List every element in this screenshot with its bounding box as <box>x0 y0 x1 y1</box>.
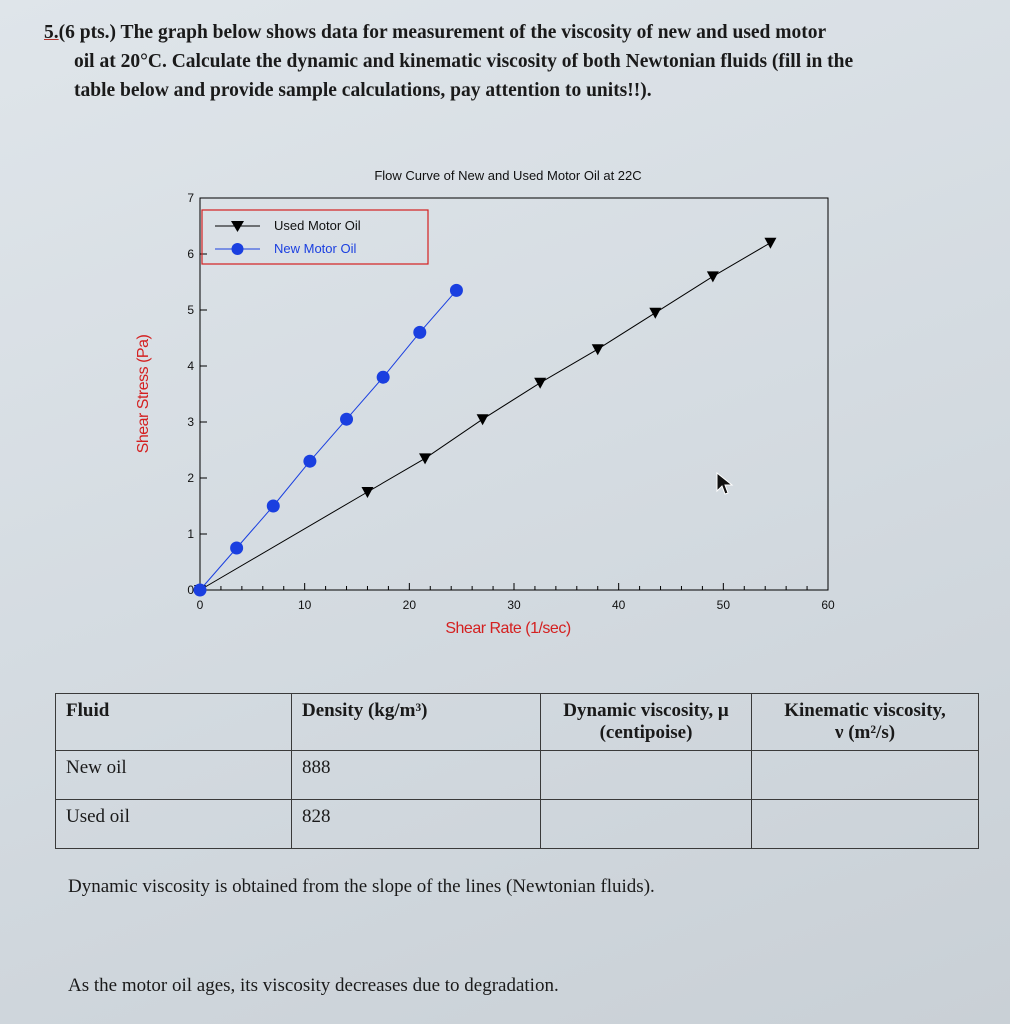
x-tick-label: 0 <box>196 598 204 612</box>
header-kinematic-viscosity: Kinematic viscosity, ν (m²/s) <box>752 694 979 751</box>
legend <box>202 210 428 264</box>
y-axis-label: Shear Stress (Pa) <box>135 334 152 454</box>
new-oil-point <box>303 455 316 468</box>
y-tick-label: 4 <box>187 359 194 373</box>
header-density: Density (kg/m³) <box>292 694 541 751</box>
table-row <box>56 800 979 849</box>
plot-area <box>200 198 828 590</box>
row-used-density: 828 <box>292 800 541 849</box>
table-row <box>56 751 979 800</box>
x-tick-label: 40 <box>611 598 626 612</box>
viscosity-table <box>55 693 979 849</box>
header-fluid: Fluid <box>56 694 292 751</box>
problem-line-2: oil at 20°C. Calculate the dynamic and kinematic viscosity of both Newtonian fluids (fill in the <box>74 51 854 72</box>
used-oil-point <box>592 344 604 355</box>
x-axis-label: Shear Rate (1/sec) <box>445 620 571 637</box>
header-dynamic-viscosity: Dynamic viscosity, μ (centipoise) <box>541 694 752 751</box>
x-tick-label: 50 <box>716 598 731 612</box>
problem-line-1: (6 pts.) The graph below shows data for measurement of the viscosity of new and used motor <box>58 22 827 43</box>
flow-curve-chart <box>120 158 880 638</box>
note-aging: As the motor oil ages, its viscosity decreases due to degradation. <box>68 975 559 996</box>
mouse-cursor-icon <box>716 472 734 496</box>
x-tick-label: 30 <box>507 598 521 612</box>
used-oil-point <box>361 487 373 498</box>
new-oil-point <box>267 500 280 513</box>
new-oil-point <box>230 542 243 555</box>
legend-new-marker <box>232 243 244 255</box>
y-tick-label: 3 <box>187 415 194 429</box>
y-tick-label: 1 <box>187 527 194 541</box>
used-oil-point <box>419 453 431 464</box>
new-oil-point <box>413 326 426 339</box>
problem-statement <box>44 18 994 105</box>
row-used-kinematic-input[interactable] <box>752 800 979 849</box>
problem-line-3: table below and provide sample calculations, pay attention to units!!). <box>74 80 652 101</box>
used-oil-point <box>707 271 719 282</box>
row-used-dynamic-input[interactable] <box>541 800 752 849</box>
problem-number: 5. <box>44 22 59 43</box>
new-oil-point <box>450 284 463 297</box>
x-tick-label: 60 <box>821 598 835 612</box>
new-oil-point <box>194 584 207 597</box>
row-new-kinematic-input[interactable] <box>752 751 979 800</box>
y-tick-label: 0 <box>187 583 194 597</box>
y-tick-label: 7 <box>187 191 194 205</box>
chart-title: Flow Curve of New and Used Motor Oil at 22C <box>374 168 642 183</box>
table-header-row <box>56 694 979 751</box>
y-tick-label: 5 <box>187 303 194 317</box>
used-oil-point <box>477 414 489 425</box>
legend-used-label: Used Motor Oil <box>274 218 361 233</box>
y-tick-label: 6 <box>187 247 194 261</box>
legend-new-label: New Motor Oil <box>274 241 357 256</box>
note-slope: Dynamic viscosity is obtained from the slope of the lines (Newtonian fluids). <box>68 876 655 897</box>
x-tick-label: 20 <box>402 598 417 612</box>
row-new-density: 888 <box>292 751 541 800</box>
row-new-fluid: New oil <box>56 751 292 800</box>
new-oil-point <box>377 371 390 384</box>
used-oil-point <box>764 238 776 249</box>
x-tick-label: 10 <box>297 598 312 612</box>
y-tick-label: 2 <box>187 471 194 485</box>
row-used-fluid: Used oil <box>56 800 292 849</box>
used-oil-point <box>649 308 661 319</box>
new-oil-point <box>340 413 353 426</box>
row-new-dynamic-input[interactable] <box>541 751 752 800</box>
used-oil-point <box>534 378 546 389</box>
